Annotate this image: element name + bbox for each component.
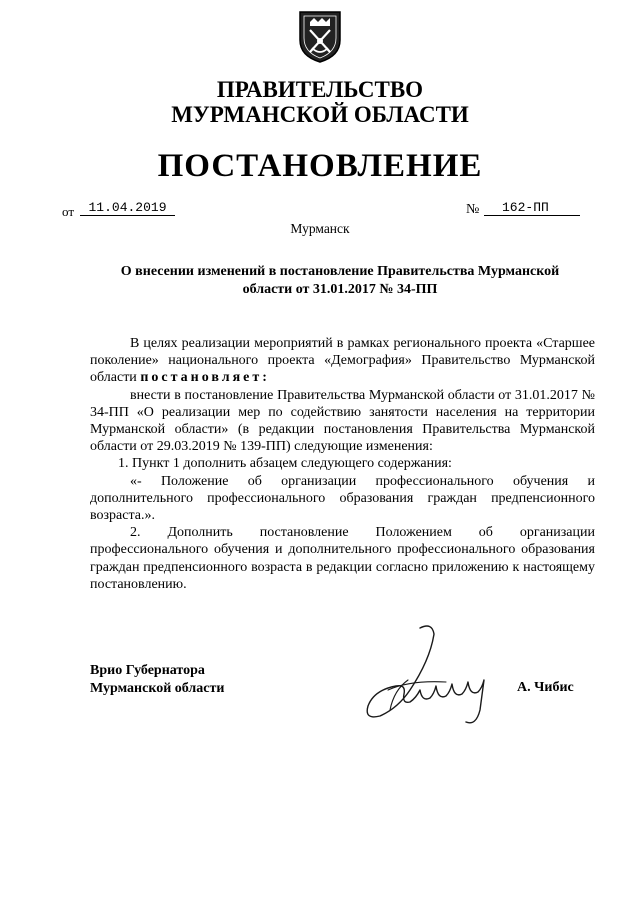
handwritten-signature bbox=[350, 620, 520, 730]
organization-name-line1: ПРАВИТЕЛЬСТВО bbox=[216, 77, 424, 102]
signatory-name: А. Чибис bbox=[517, 680, 574, 695]
preamble-text: В целях реализации мероприятий в рамках регионального проекта «Старшее поколение» национального проекта «Демография» Правительство Мурманской области bbox=[90, 336, 595, 386]
body-paragraph-quote: «- Положение об организации профессионального обучения и дополнительного профессионального образования граждан предпенсионного возраста.». bbox=[90, 473, 595, 524]
document-type-heading: ПОСТАНОВЛЕНИЕ bbox=[157, 148, 483, 184]
document-body bbox=[90, 335, 595, 593]
document-title-line2: области от 31.01.2017 № 34-ПП bbox=[242, 282, 438, 297]
document-title-line1: О внесении изменений в постановление Правительства Мурманской bbox=[120, 264, 560, 279]
date-label: от bbox=[62, 204, 75, 219]
signatory-post-line1: Врио Губернатора bbox=[90, 663, 205, 678]
body-paragraph-item2: 2. Дополнить постановление Положением об организации профессионального обучения и дополнительного профессионального образования граждан предпенсионного возраста в редакции согласно приложению к настоящему постановлению. bbox=[90, 525, 595, 592]
document-title bbox=[100, 263, 580, 299]
body-paragraph-amend: внести в постановление Правительства Мурманской области от 31.01.2017 № 34-ПП «О реализации мер по содействию занятости населения на территории Мурманской области» (в редакции постановления Правительства Мурманской области от 29.03.2019 № 139-ПП) следующие изменения: bbox=[90, 387, 595, 455]
document-date: 11.04.2019 bbox=[80, 200, 175, 216]
body-paragraph-item1: 1. Пункт 1 дополнить абзацем следующего содержания: bbox=[118, 456, 452, 472]
document-number: 162-ПП bbox=[484, 200, 580, 216]
signatory-post-line2: Мурманской области bbox=[90, 681, 225, 696]
coat-of-arms-icon bbox=[296, 8, 344, 64]
resolves-emphasis: постановляет: bbox=[140, 370, 270, 386]
body-paragraph-preamble bbox=[90, 335, 595, 387]
signatory-post bbox=[90, 662, 224, 698]
city-name: Мурманск bbox=[290, 221, 350, 236]
organization-name-line2: МУРМАНСКОЙ ОБЛАСТИ bbox=[171, 102, 469, 127]
number-label: № bbox=[466, 202, 480, 217]
